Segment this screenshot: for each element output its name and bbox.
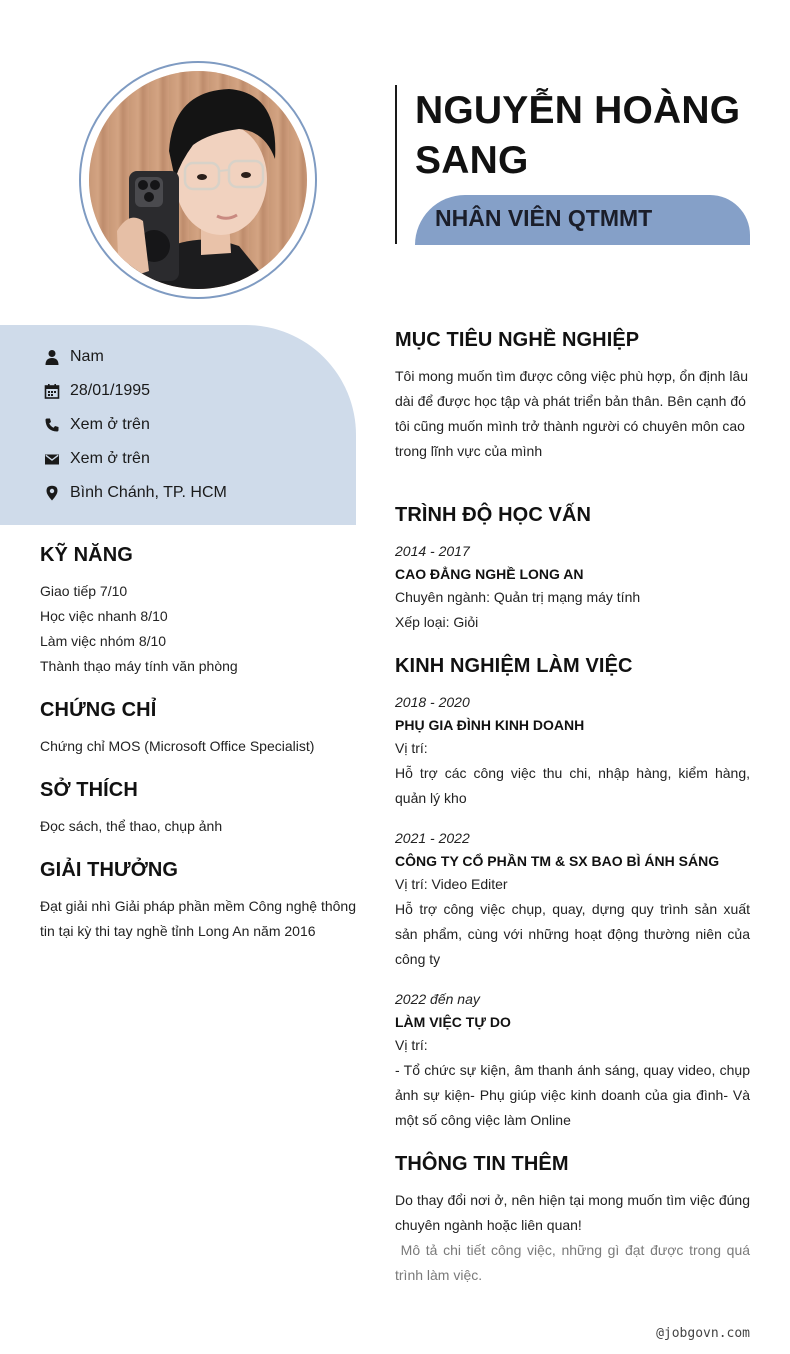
job-company: PHỤ GIA ĐÌNH KINH DOANH [395,717,585,733]
phone-icon [42,415,62,435]
education-heading: TRÌNH ĐỘ HỌC VẤN [395,504,592,526]
awards-heading: GIẢI THƯỞNG [40,859,179,881]
contact-address [42,481,227,505]
contact-phone [42,413,150,437]
additional-info-heading: THÔNG TIN THÊM [395,1153,569,1175]
location-pin-icon [42,483,62,503]
job-company: LÀM VIỆC TỰ DO [395,1014,511,1030]
job-position: Vị trí: [395,740,428,756]
candidate-name: NGUYỄN HOÀNG SANG [415,89,741,182]
calendar-icon [42,381,62,401]
job-period: 2022 đến nay [395,991,480,1007]
education-school: CAO ĐẲNG NGHỀ LONG AN [395,566,584,582]
skill-item: Thành thạo máy tính văn phòng [40,658,238,674]
job-title: NHÂN VIÊN QTMMT [435,205,653,231]
phone-value: Xem ở trên [70,416,150,433]
job-position: Vị trí: Video Editer [395,876,508,892]
address-value: Bình Chánh, TP. HCM [70,484,227,501]
avatar [89,71,307,289]
skills-heading: KỸ NĂNG [40,544,133,566]
job-period: 2021 - 2022 [395,830,470,846]
objective-text: Tôi mong muốn tìm được công việc phù hợp, ổn định lâu dài để được học tập và phát triển bản thân. Bên cạnh đó tôi cũng muốn mình trở thành người có chuyên môn cao trong lĩnh vực của mình [395,368,749,459]
job-description: - Tổ chức sự kiện, âm thanh ánh sáng, quay video, chụp ảnh sự kiện- Phụ giúp việc kinh doanh của gia đình- Và một số công việc làm Online [395,1062,750,1128]
additional-info-text: Do thay đổi nơi ở, nên hiện tại mong muốn tìm việc đúng chuyên ngành hoặc liên quan! [395,1192,750,1233]
job-company: CÔNG TY CỔ PHẦN TM & SX BAO BÌ ÁNH SÁNG [395,853,720,869]
education-major: Chuyên ngành: Quản trị mạng máy tính [395,589,641,605]
additional-info-hint: Mô tả chi tiết công việc, những gì đạt được trong quá trình làm việc. [395,1242,754,1283]
contact-gender [42,345,104,369]
birthday-value: 28/01/1995 [70,382,151,399]
job-description: Hỗ trợ công việc chụp, quay, dựng quy trình sản xuất sản phẩm, cùng với những hoạt động thường niên của công ty [395,901,750,967]
name-accent-bar [395,85,397,244]
contact-email [42,447,150,471]
hobbies-text: Đọc sách, thể thao, chụp ảnh [40,818,223,834]
person-icon [42,347,62,367]
job-description: Hỗ trợ các công việc thu chi, nhập hàng, kiểm hàng, quản lý kho [395,765,750,806]
job-position: Vị trí: [395,1037,428,1053]
skill-item: Giao tiếp 7/10 [40,583,128,599]
hobbies-heading: SỞ THÍCH [40,779,138,801]
education-period: 2014 - 2017 [395,543,470,559]
avatar-frame [79,61,317,299]
education-grade: Xếp loại: Giỏi [395,614,479,630]
certificate-text: Chứng chỉ MOS (Microsoft Office Specialist) [40,738,315,754]
email-value: Xem ở trên [70,450,150,467]
contact-birthday [42,379,150,403]
certificates-heading: CHỨNG CHỈ [40,699,157,721]
avatar-portrait-illustration [89,71,307,289]
experience-heading: KINH NGHIỆM LÀM VIỆC [395,655,633,677]
gender-value: Nam [70,348,104,365]
watermark: @jobgovn.com [656,1326,750,1341]
job-period: 2018 - 2020 [395,694,470,710]
awards-text: Đạt giải nhì Giải pháp phần mềm Công nghệ thông tin tại kỳ thi tay nghề tỉnh Long An năm 2016 [40,898,356,939]
envelope-icon [42,449,62,469]
objective-heading: MỤC TIÊU NGHỀ NGHIỆP [395,329,640,351]
skill-item: Làm việc nhóm 8/10 [40,633,167,649]
skill-item: Học việc nhanh 8/10 [40,608,168,624]
